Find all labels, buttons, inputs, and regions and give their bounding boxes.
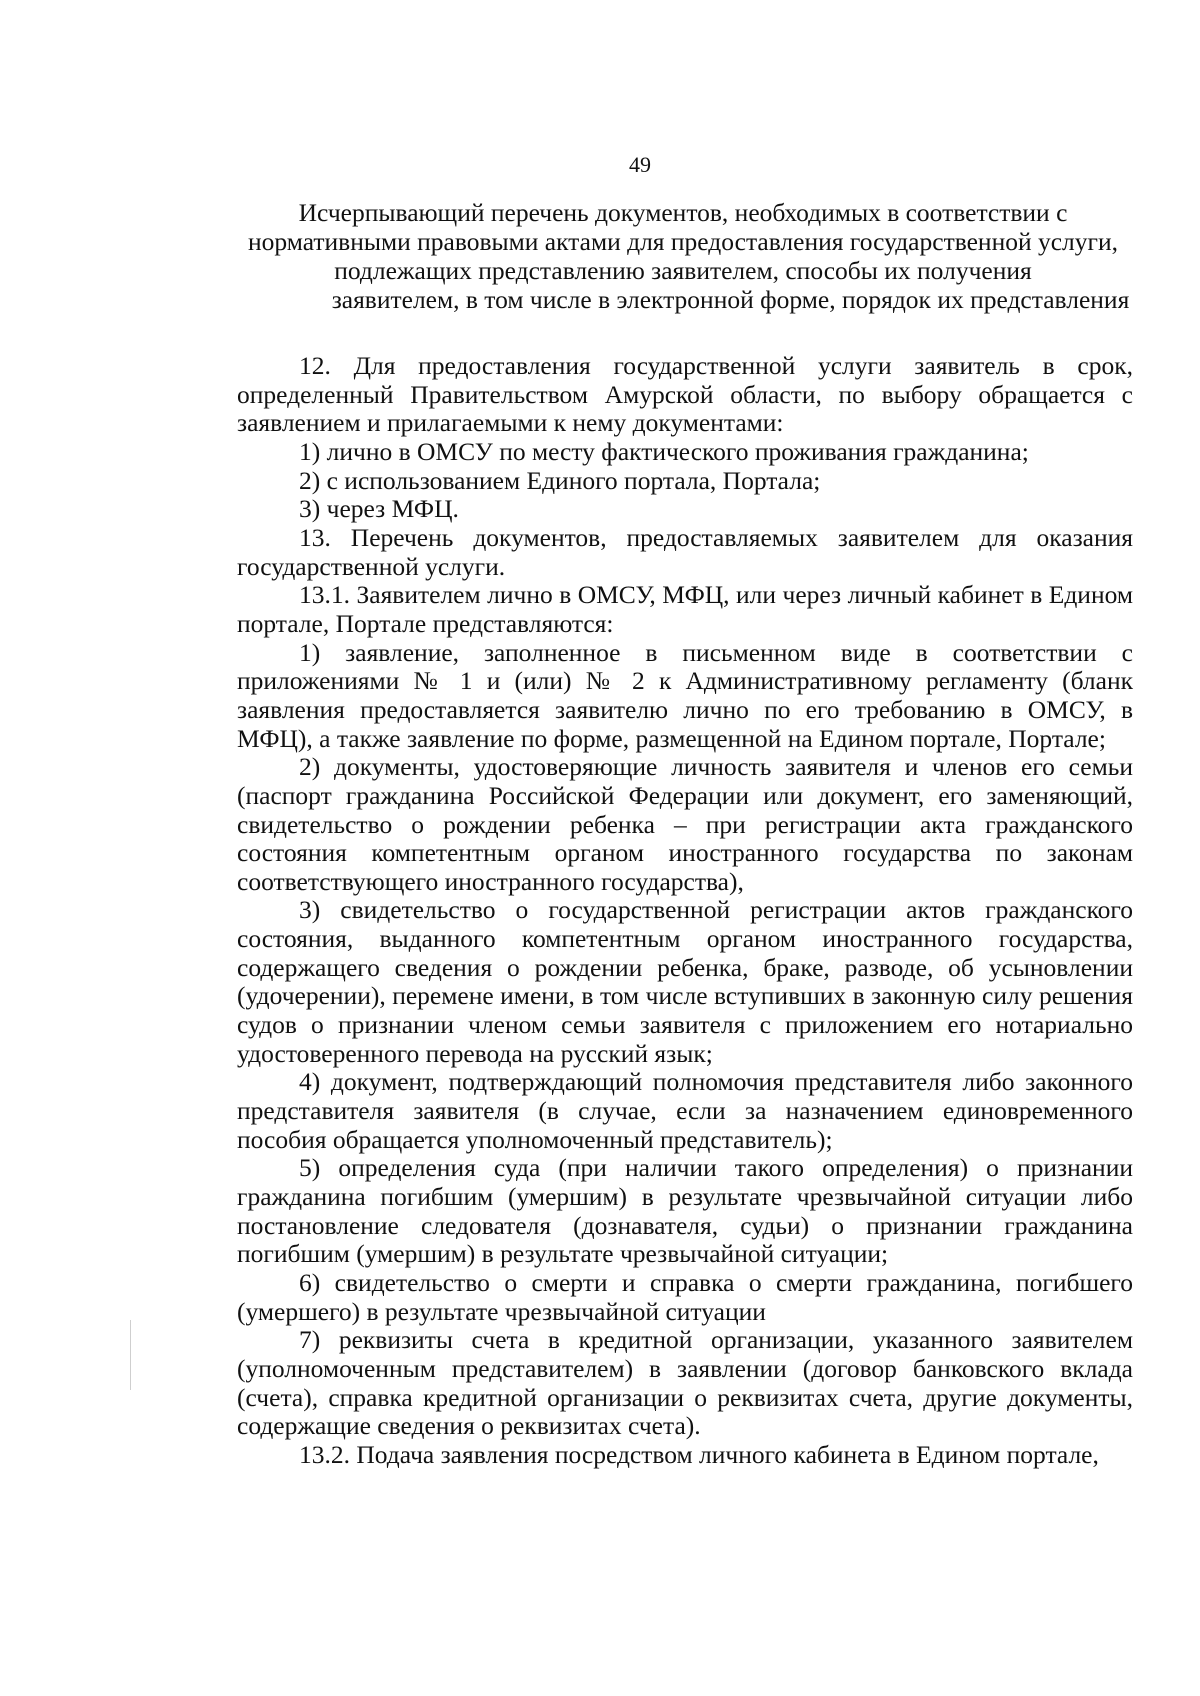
list-item: 5) определения суда (при наличии такого определения) о признании гражданина погибшим (умершим) в результате чрезвычайной ситуации либо постановление следователя (дознавателя, судьи) о признании гражданина погибшим (умершим) в результате чрезвычайной ситуации; (237, 1153, 1133, 1269)
heading-line: нормативными правовыми актами для предоставления государственной услуги, (247, 227, 1119, 256)
paragraph-13-1: 13.1. Заявителем лично в ОМСУ, МФЦ, или через личный кабинет в Едином портале, Портале представляются: (237, 580, 1133, 638)
list-item: 1) лично в ОМСУ по месту фактического проживания гражданина; (299, 436, 1029, 466)
heading-line: Исчерпывающий перечень документов, необходимых в соответствии с (298, 198, 1068, 227)
list-item: 3) свидетельство о государственной регистрации актов гражданского состояния, выданного компетентным органом иностранного государства, содержащего сведения о рождении ребенка, браке, разводе, об усыновлении (удочерении), перемене имени, в том числе вступивших в законную силу решения судов о признании членом семьи заявителя с приложением его нотариально удостоверенного перевода на русский язык; (237, 895, 1133, 1068)
document-body (237, 352, 1133, 1470)
paragraph-13-2: 13.2. Подача заявления посредством личного кабинета в Едином портале, (299, 1439, 1099, 1469)
heading-line: подлежащих представлению заявителем, способы их получения (334, 256, 1032, 285)
list-item: 2) с использованием Единого портала, Портала; (299, 465, 821, 495)
list-item: 2) документы, удостоверяющие личность заявителя и членов его семьи (паспорт гражданина Российской Федерации или документ, его заменяющий, свидетельство о рождении ребенка – при регистрации акта гражданского состояния компетентным органом иностранного государства по законам соответствующего иностранного государства), (237, 752, 1133, 896)
page-number: 49 (629, 152, 651, 177)
list-item: 1) заявление, заполненное в письменном виде в соответствии с приложениями № 1 и (или) № 2 к Административному регламенту (бланк заявления предоставляется заявителю лично по его требованию в ОМСУ, в МФЦ), а также заявление по форме, размещенной на Едином портале, Портале; (237, 637, 1133, 753)
paragraph-13: 13. Перечень документов, предоставляемых заявителем для оказания государственной услуги. (237, 522, 1133, 581)
section-heading (233, 198, 1133, 314)
paragraph-12: 12. Для предоставления государственной услуги заявитель в срок, определенный Правительством Амурской области, по выбору обращается с заявлением и прилагаемыми к нему документами: (237, 351, 1133, 438)
heading-line: заявителем, в том числе в электронной форме, порядок их представления (331, 285, 1130, 314)
list-item: 6) свидетельство о смерти и справка о смерти гражданина, погибшего (умершего) в результате чрезвычайной ситуации (237, 1268, 1133, 1326)
scan-margin-mark (130, 1320, 131, 1390)
list-item: 4) документ, подтверждающий полномочия представителя либо законного представителя заявителя (в случае, если за назначением единовременного пособия обращается уполномоченный представитель); (237, 1067, 1133, 1154)
list-item: 7) реквизиты счета в кредитной организации, указанного заявителем (уполномоченным представителем) в заявлении (договор банковского вклада (счета), справка кредитной организации о реквизитах счета, другие документы, содержащие сведения о реквизитах счета). (237, 1325, 1133, 1441)
list-item: 3) через МФЦ. (299, 494, 459, 524)
